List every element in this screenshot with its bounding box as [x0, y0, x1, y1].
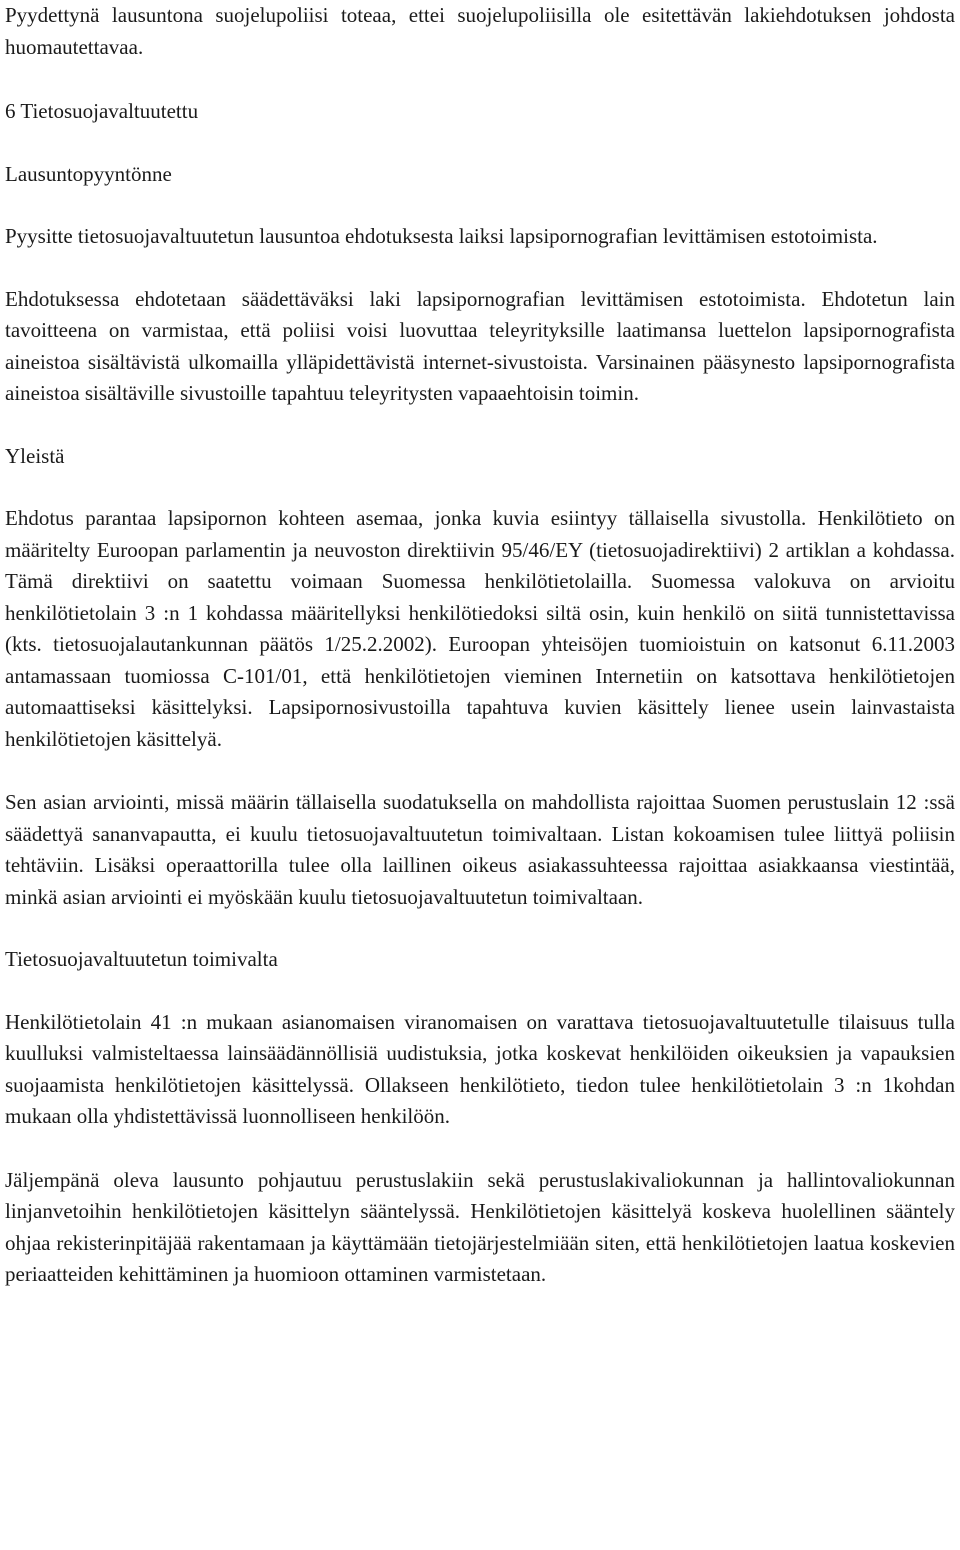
- section-heading: 6 Tietosuojavaltuutettu: [5, 99, 199, 123]
- document-page: [5, 0, 955, 1291]
- subheading-competence: Tietosuojavaltuutetun toimivalta: [5, 947, 278, 971]
- subheading-general: Yleistä: [5, 443, 65, 468]
- paragraph-general: Ehdotus parantaa lapsipornon kohteen asemaa, jonka kuvia esiintyy tällaisella sivustolla. Henkilötieto on määritelty Euroopan parlamentin ja neuvoston direktiivin 95/46/EY (tietosuojadirektiivi) 2 artiklan a kohdassa. Tämä direktiivi on saatettu voimaan Suomessa henkilötietolailla. Suomessa valokuva on arvioitu henkilötietolain 3 :n 1 kohdassa määritellyksi henkilötiedoksi siltä osin, kuin henkilö on siitä tunnistettavissa (kts. tietosuojalautankunnan päätös 1/25.2.2002). Euroopan yhteisöjen tuomioistuin on katsonut 6.11.2003 antamassaan tuomiossa C-101/01, että henkilötietojen vieminen Internetiin on katsottava henkilötietojen automaattiseksi käsittelyksi. Lapsipornosivustoilla tapahtuva kuvien käsittely lienee usein lainvastaista henkilötietojen käsittelyä.: [5, 506, 955, 751]
- paragraph-proposal: Ehdotuksessa ehdotetaan säädettäväksi laki lapsipornografian levittämisen estotoimista. Ehdotetun lain tavoitteena on varmistaa, että poliisi voisi luovuttaa teleyrityksille laatimansa luettelon lapsipornografista aineistoa sisältävistä ulkomailla ylläpidettävistä internet-sivustoista. Varsinainen pääsynesto lapsipornografista aineistoa sisältäville sivustoille tapahtuu teleyritysten vapaaehtoisin toimin.: [5, 286, 955, 405]
- intro-paragraph: Pyydettynä lausuntona suojelupoliisi toteaa, ettei suojelupoliisilla ole esitettävän lakiehdotuksen johdosta huomautettavaa.: [5, 3, 955, 59]
- paragraph-assessment: Sen asian arviointi, missä määrin tällaisella suodatuksella on mahdollista rajoittaa Suomen perustuslain 12 :ssä säädettyä sananvapautta, ei kuulu tietosuojavaltuutetun toimivaltaan. Listan kokoamisen tulee liittyä poliisin tehtäviin. Lisäksi operaattorilla tulee olla laillinen oikeus asiakassuhteessa rajoittaa asiakkaansa viestintää, minkä asian arviointi ei myöskään kuulu tietosuojavaltuutetun toimivaltaan.: [5, 790, 955, 909]
- paragraph-competence: Henkilötietolain 41 :n mukaan asianomaisen viranomaisen on varattava tietosuojavaltuutetulle tilaisuus tulla kuulluksi valmisteltaessa lainsäädännöllisiä uudistuksia, jotka koskevat henkilöiden oikeuksien ja vapauksien suojaamista henkilötietojen käsittelyssä. Ollakseen henkilötieto, tiedon tulee henkilötietolain 3 :n 1kohdan mukaan olla yhdistettävissä luonnolliseen henkilöön.: [5, 1009, 955, 1128]
- paragraph-basis: Jäljempänä oleva lausunto pohjautuu perustuslakiin sekä perustuslakivaliokunnan ja hallintovaliokunnan linjanvetoihin henkilötietojen käsittelyn sääntelyssä. Henkilötietojen käsittelyä koskeva huolellinen sääntely ohjaa rekisterinpitäjää rakentamaan ja käyttämään tietojärjestelmiään siten, että henkilötietojen laatua koskevien periaatteiden kehittäminen ja huomioon ottaminen varmistetaan.: [5, 1167, 955, 1286]
- paragraph-request: Pyysitte tietosuojavaltuutetun lausuntoa ehdotuksesta laiksi lapsipornografian levittämisen estotoimista.: [5, 224, 878, 248]
- subheading-request: Lausuntopyyntönne: [5, 161, 172, 186]
